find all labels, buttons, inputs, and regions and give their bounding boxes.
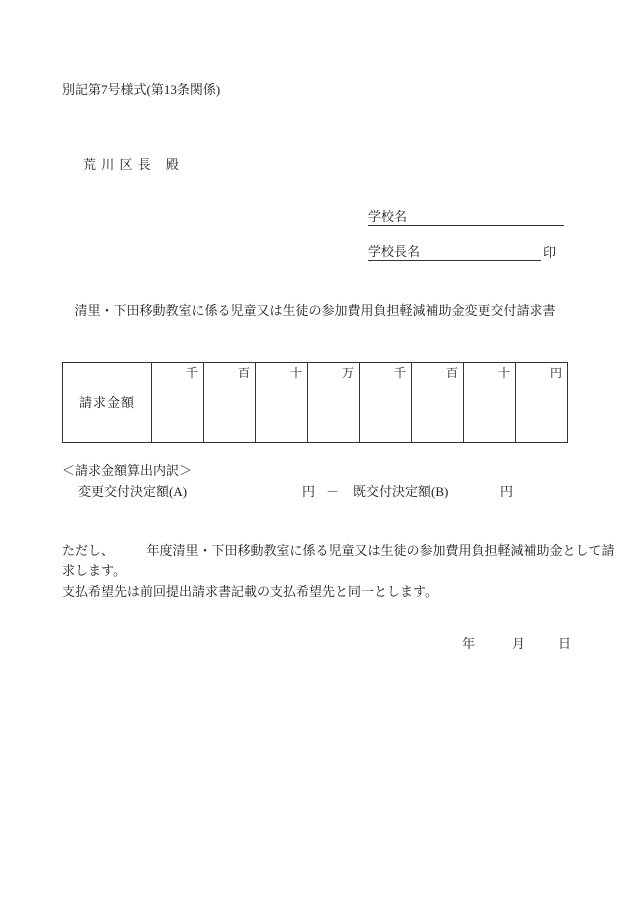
amount-digit-cell-hundred (411, 363, 463, 442)
principal-name-field (368, 243, 556, 261)
addressee: 荒 川 区 長 殿 (83, 157, 180, 172)
unit-label: 十 (289, 366, 302, 380)
note-line-3: 支払希望先は前回提出請求書記載の支払希望先と同一とします。 (62, 584, 438, 599)
school-name-field (368, 208, 564, 226)
amount-digit-cell-ten-of-man (255, 363, 307, 442)
breakdown-heading: ＜請求金額算出内訳＞ (62, 463, 193, 478)
document-title: 清里・下田移動教室に係る児童又は生徒の参加費用負担軽減補助金変更交付請求書 (74, 303, 556, 318)
seal-mark-label: 印 (543, 245, 557, 261)
amount-digit-cell-thousand (359, 363, 411, 442)
minus-sign: － (326, 484, 340, 499)
yen-b-label: 円 (500, 484, 514, 499)
term-b-label: 既交付決定額(B) (353, 484, 449, 499)
note-line-2: 求します。 (62, 563, 126, 578)
unit-label: 十 (497, 366, 510, 380)
amount-digit-cell-hundred-of-man (203, 363, 255, 442)
unit-label: 千 (185, 366, 198, 380)
principal-name-label: 学校長名 (368, 244, 421, 260)
note-line-1: ただし、 年度清里・下田移動教室に係る児童又は生徒の参加費用負担軽減補助金として請 (62, 543, 615, 558)
amount-digit-cell-ten (463, 363, 515, 442)
unit-label: 百 (445, 366, 458, 380)
school-name-label: 学校名 (368, 209, 408, 225)
month-label: 月 (512, 636, 526, 651)
amount-digit-cell-man (307, 363, 359, 442)
term-a-label: 変更交付決定額(A) (78, 484, 188, 499)
year-label: 年 (462, 636, 476, 651)
unit-label: 千 (393, 366, 406, 380)
unit-label: 百 (237, 366, 250, 380)
unit-label: 万 (341, 366, 354, 380)
form-number: 別記第7号様式(第13条関係) (62, 82, 221, 97)
amount-digit-cell-thousand-of-man (151, 363, 203, 442)
amount-digit-cell-yen (515, 363, 567, 442)
amount-row-label: 請求金額 (78, 394, 135, 410)
unit-label: 円 (549, 366, 562, 380)
amount-table (62, 362, 568, 443)
day-label: 日 (558, 636, 572, 651)
yen-a-label: 円 (302, 484, 316, 499)
